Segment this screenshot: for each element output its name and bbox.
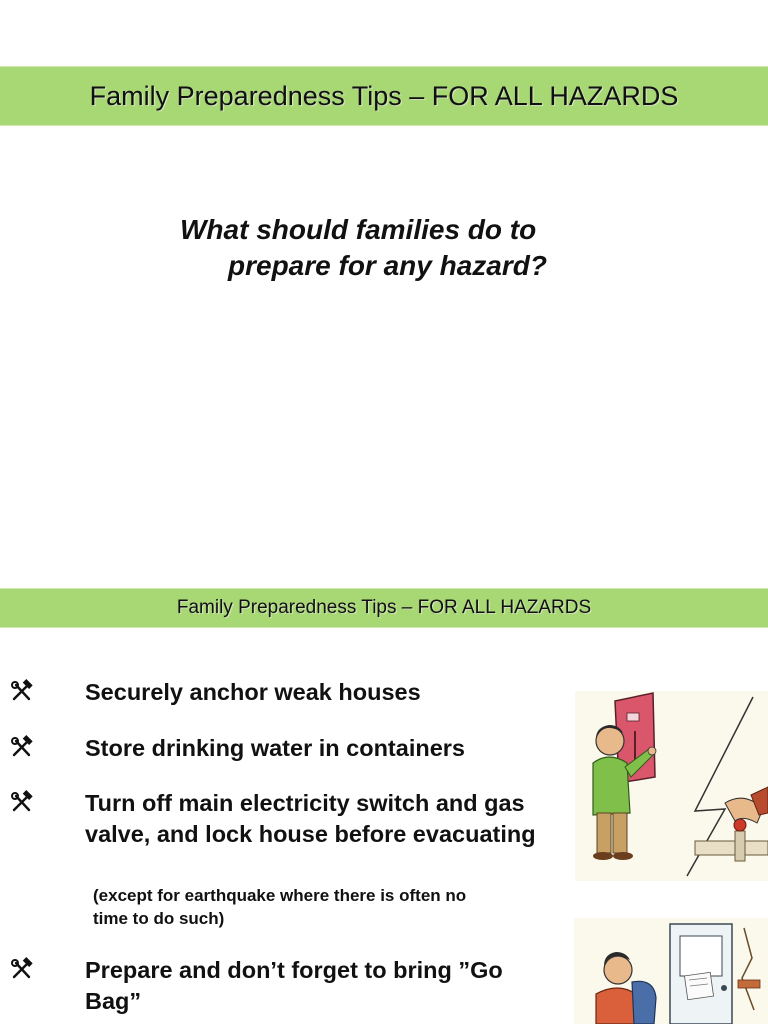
tip-text: Turn off main electricity switch and gas valve, and lock house before evacuating [85, 790, 536, 847]
tip-item [0, 733, 600, 765]
slide2-title-banner [0, 588, 768, 628]
tip-text: Prepare and don’t forget to bring ”Go Bag” [85, 957, 503, 1014]
note-line-1: (except for earthquake where there is often no [93, 886, 467, 905]
electricity-switch-illustration [575, 691, 768, 881]
tip-item [0, 955, 600, 1019]
tools-bullet-icon [8, 788, 36, 816]
question-line-1: What should families do to [180, 214, 537, 245]
note-line-2: time to do such) [93, 909, 225, 928]
tip-item [0, 677, 600, 709]
go-bag-illustration [574, 918, 768, 1024]
slide2-title: Family Preparedness Tips – FOR ALL HAZARDS [176, 597, 592, 618]
tools-bullet-icon [8, 677, 36, 705]
question-line-2: prepare for any hazard? [228, 250, 547, 281]
tip-item [0, 788, 600, 883]
tip-note [93, 884, 593, 930]
slide1-title-banner [0, 66, 768, 126]
tip-text: Securely anchor weak houses [85, 679, 421, 705]
tools-bullet-icon [8, 955, 36, 983]
tip-text: Store drinking water in containers [85, 735, 465, 761]
slide1-question [150, 212, 630, 284]
slide1-title: Family Preparedness Tips – FOR ALL HAZARDS [89, 80, 679, 111]
tools-bullet-icon [8, 733, 36, 761]
